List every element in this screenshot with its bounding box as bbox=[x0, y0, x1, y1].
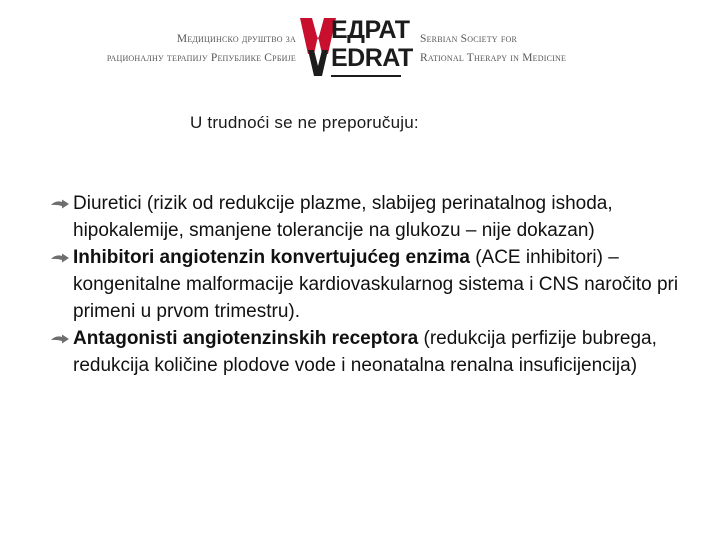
logo-text-cyrillic: ЕДРАТ bbox=[331, 16, 410, 44]
bullet-term: Antagonisti angiotenzinskih receptora bbox=[73, 328, 419, 349]
society-name-english bbox=[420, 30, 590, 68]
society-name-cyrillic-line2: рационалну терапију Републике Србије bbox=[106, 52, 296, 64]
bullet-text: (ACE inhibitori) – kongenitalne malformacije kardiovaskularnog sistema i CNS naročito pri primeni u prvom trimestru). bbox=[73, 247, 679, 322]
bullet-item-ace-inhibitori bbox=[50, 244, 680, 325]
bullet-item-antagonisti bbox=[50, 325, 680, 379]
bullet-arrow-icon bbox=[50, 334, 70, 344]
bullet-list bbox=[50, 190, 680, 379]
bullet-term: Diuretici bbox=[73, 193, 142, 214]
society-name-cyrillic-line1: Медицинско друштво за bbox=[176, 33, 296, 45]
bullet-arrow-icon bbox=[50, 199, 70, 209]
bullet-text: (redukcija perfizije bubrega, redukcija količine plodove vode i neonatalna renalna insuficijencija) bbox=[73, 328, 657, 376]
bullet-text: (rizik od redukcije plazme, slabijeg perinatalnog ishoda, hipokalemije, smanjene tolerancije na glukozu – nije dokazan) bbox=[73, 193, 613, 241]
society-name-english-line1: Serbian Society for bbox=[420, 33, 518, 45]
bullet-term: Inhibitori angiotenzin konvertujućeg enzima bbox=[73, 247, 470, 268]
header-banner bbox=[68, 12, 588, 80]
bullet-arrow-icon bbox=[50, 253, 70, 263]
logo-underline bbox=[331, 75, 401, 77]
medrat-logo bbox=[298, 14, 416, 80]
slide-title: U trudnoći se ne preporučuju: bbox=[190, 113, 419, 132]
society-name-english-line2: Rational Therapy in Medicine bbox=[420, 52, 567, 64]
bullet-item-diuretici bbox=[50, 190, 680, 244]
logo-text-latin: EDRAT bbox=[331, 44, 413, 72]
society-name-cyrillic bbox=[68, 30, 296, 68]
